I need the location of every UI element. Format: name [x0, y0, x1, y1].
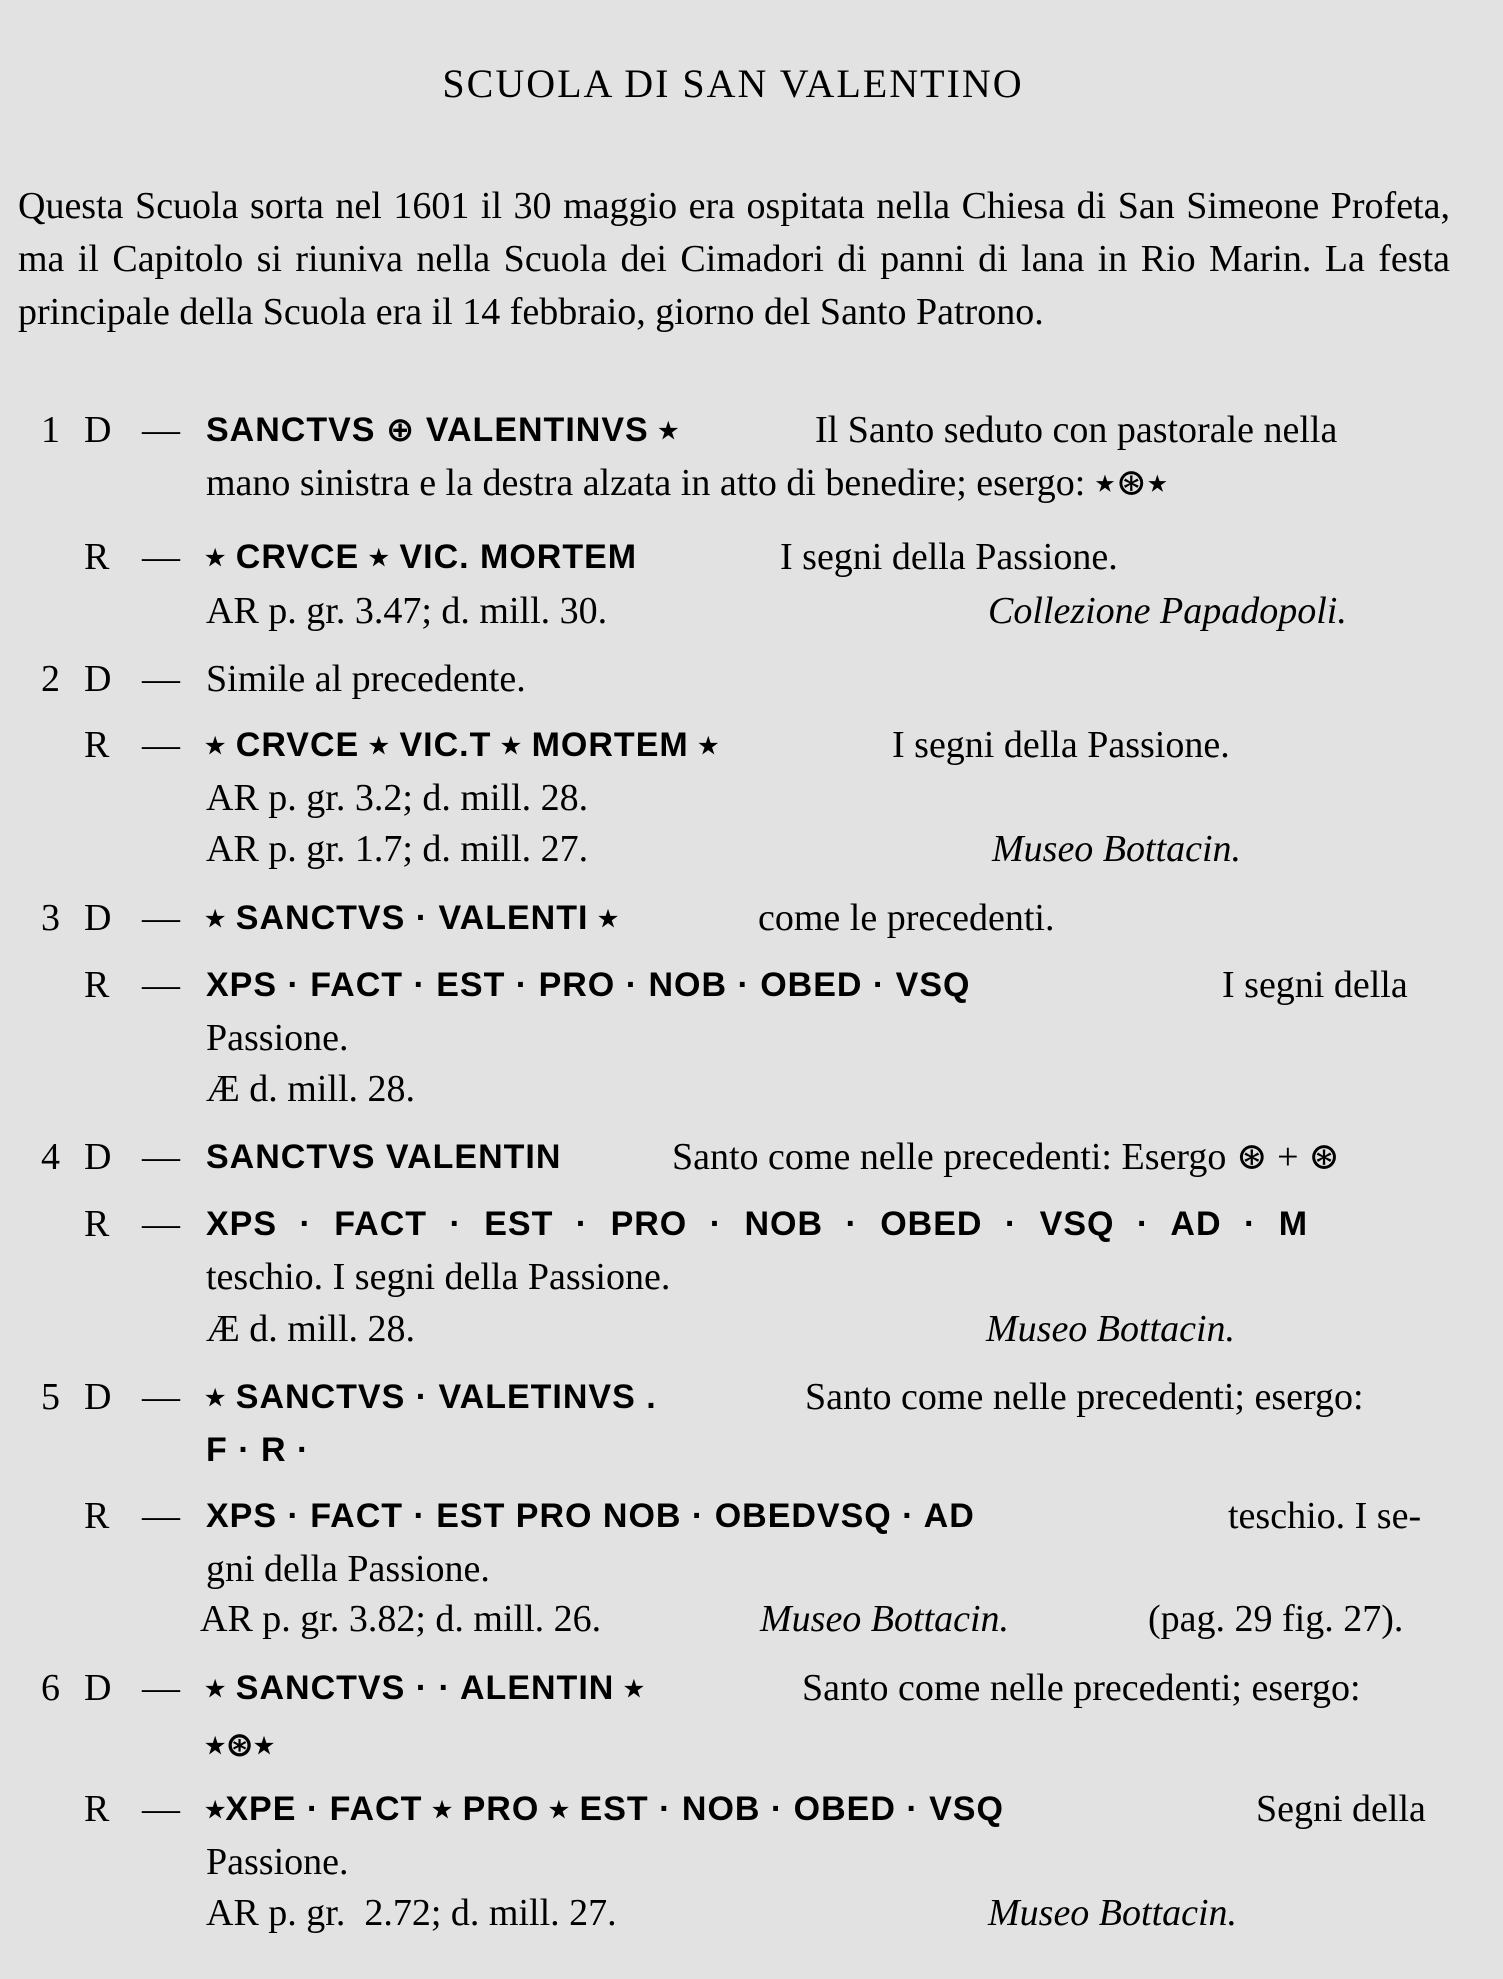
entry-number: 1	[41, 409, 60, 451]
obverse-label: D	[84, 409, 112, 451]
coin-metadata: Æ d. mill. 28.	[206, 1308, 416, 1350]
coin-source: Museo Bottacin.	[988, 1892, 1238, 1934]
dash: —	[142, 1495, 180, 1537]
entry-number: 5	[41, 1376, 60, 1418]
obverse-legend: SANCTVS VALENTIN	[206, 1138, 562, 1176]
reverse-description: I segni della	[1222, 964, 1408, 1006]
obverse-legend: SANCTVS ⊕ VALENTINVS ⭑	[206, 411, 679, 449]
obverse-legend: ⭑ SANCTVS · VALETINVS .	[206, 1378, 657, 1416]
obverse-description: Santo come nelle precedenti; esergo:	[805, 1376, 1364, 1418]
dash: —	[142, 658, 180, 700]
reverse-label: R	[84, 1203, 110, 1245]
intro-paragraph: Questa Scuola sorta nel 1601 il 30 maggio era ospitata nella Chiesa di San Simeone Profeta, ma il Capitolo si riuniva nella Scuola dei Cimadori di panni di lana in Rio Marin. La festa principale della Scuola era il 14 febbraio, giorno del Santo Patrono.	[18, 185, 1450, 333]
reverse-label: R	[84, 1788, 110, 1830]
coin-source: Collezione Papadopoli.	[988, 590, 1347, 632]
obverse-label: D	[84, 897, 112, 939]
figure-reference: (pag. 29 fig. 27).	[1148, 1598, 1404, 1640]
page-title: SCUOLA DI SAN VALENTINO	[442, 61, 1024, 106]
entry-number: 2	[41, 658, 60, 700]
obverse-label: D	[84, 1376, 112, 1418]
reverse-label: R	[84, 1495, 110, 1537]
entry-number: 4	[41, 1136, 60, 1178]
coin-source: Museo Bottacin.	[760, 1598, 1010, 1640]
reverse-description: teschio. I se-	[1228, 1495, 1422, 1537]
reverse-description-cont: teschio. I segni della Passione.	[206, 1256, 671, 1298]
dash: —	[142, 409, 180, 451]
coin-metadata: AR p. gr. 3.47; d. mill. 30.	[206, 590, 608, 632]
entry-number: 6	[41, 1667, 60, 1709]
obverse-legend: ⭑ SANCTVS · · ALENTIN ⭑	[206, 1669, 645, 1707]
dash: —	[142, 1376, 180, 1418]
reverse-legend: XPS · FACT · EST · PRO · NOB · OBED · VSQ · AD · M	[206, 1205, 1309, 1243]
dash: —	[142, 1667, 180, 1709]
coin-metadata: AR p. gr. 3.82; d. mill. 26.	[200, 1598, 602, 1640]
obverse-legend-cont: ⭑⊛⭑	[206, 1726, 275, 1764]
dash: —	[142, 1136, 180, 1178]
obverse-description: Il Santo seduto con pastorale nella	[815, 409, 1338, 451]
coin-metadata: AR p. gr. 3.2; d. mill. 28.	[206, 777, 589, 819]
obverse-legend-cont: F · R ·	[206, 1431, 310, 1469]
reverse-description: I segni della Passione.	[780, 536, 1118, 578]
dash: —	[142, 724, 180, 766]
entry-number: 3	[41, 897, 60, 939]
reverse-label: R	[84, 964, 110, 1006]
reverse-legend: ⭑XPE · FACT ⭑ PRO ⭑ EST · NOB · OBED · VSQ	[206, 1790, 1004, 1828]
coin-source: Museo Bottacin.	[986, 1308, 1236, 1350]
reverse-description: Segni della	[1256, 1788, 1426, 1830]
coin-metadata: AR p. gr. 2.72; d. mill. 27.	[206, 1892, 617, 1934]
reverse-description-cont: Passione.	[206, 1017, 349, 1059]
coin-metadata: AR p. gr. 1.7; d. mill. 27.	[206, 828, 589, 870]
obverse-description: Simile al precedente.	[206, 658, 526, 700]
obverse-label: D	[84, 1136, 112, 1178]
reverse-legend: XPS · FACT · EST PRO NOB · OBEDVSQ · AD	[206, 1497, 975, 1535]
reverse-label: R	[84, 536, 110, 578]
reverse-legend: ⭑ CRVCE ⭑ VIC. MORTEM	[206, 538, 638, 576]
dash: —	[142, 536, 180, 578]
dash: —	[142, 1788, 180, 1830]
obverse-label: D	[84, 658, 112, 700]
dash: —	[142, 897, 180, 939]
reverse-legend: XPS · FACT · EST · PRO · NOB · OBED · VSQ	[206, 966, 971, 1004]
reverse-legend: ⭑ CRVCE ⭑ VIC.T ⭑ MORTEM ⭑	[206, 726, 719, 764]
coin-metadata: Æ d. mill. 28.	[206, 1068, 416, 1110]
coin-source: Museo Bottacin.	[992, 828, 1242, 870]
reverse-description-cont: Passione.	[206, 1841, 349, 1883]
obverse-legend: ⭑ SANCTVS · VALENTI ⭑	[206, 899, 619, 937]
dash: —	[142, 1203, 180, 1245]
obverse-description: come le precedenti.	[758, 897, 1055, 939]
reverse-description: I segni della Passione.	[892, 724, 1230, 766]
obverse-label: D	[84, 1667, 112, 1709]
reverse-label: R	[84, 724, 110, 766]
reverse-description-cont: gni della Passione.	[206, 1548, 490, 1590]
obverse-description: Santo come nelle precedenti: Esergo ⊛ + ⊛	[672, 1136, 1340, 1178]
dash: —	[142, 964, 180, 1006]
obverse-description-cont: mano sinistra e la destra alzata in atto di benedire; esergo: ⭑⊛⭑	[206, 462, 1168, 504]
obverse-description: Santo come nelle precedenti; esergo:	[802, 1667, 1361, 1709]
